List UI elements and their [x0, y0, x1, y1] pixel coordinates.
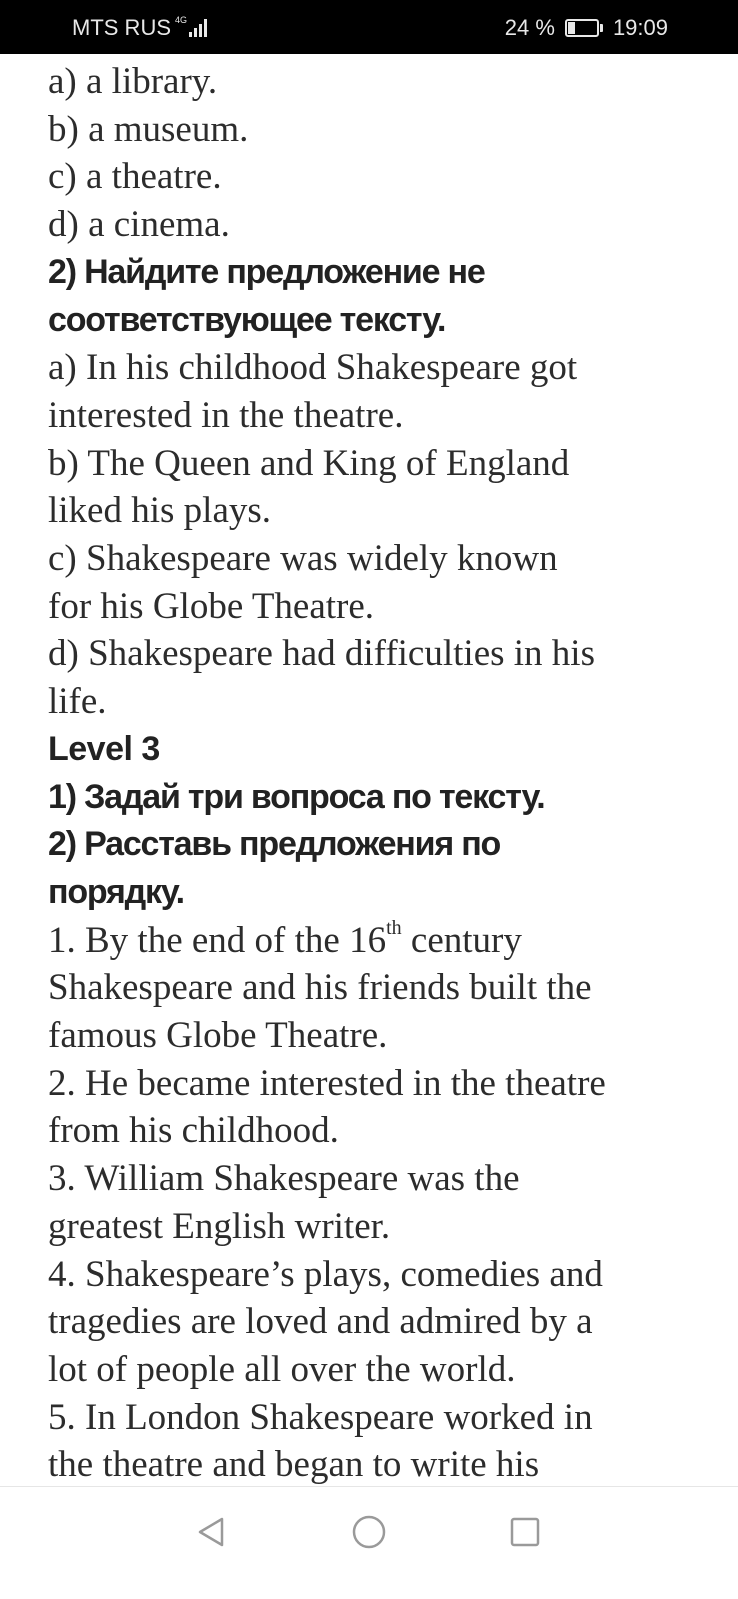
recents-square-icon [508, 1515, 542, 1549]
back-button[interactable] [186, 1507, 236, 1557]
sentence-1-first-line [48, 917, 728, 965]
sentence-line: Shakespeare and his friends built the [48, 967, 592, 1009]
recents-button[interactable] [500, 1507, 550, 1557]
sentence-line: tragedies are loved and admired by a [48, 1301, 593, 1343]
level-3-heading: Level 3 [48, 729, 160, 768]
sentence-1-text-b: century [401, 919, 522, 961]
signal-strength-icon [189, 19, 207, 37]
q1-option-d: d) a cinema. [48, 204, 230, 246]
q1-option-c: c) a theatre. [48, 156, 222, 198]
q1-option-a: a) a library. [48, 61, 218, 102]
sentence-line: 4. Shakespeare’s plays, comedies and [48, 1253, 603, 1295]
home-button[interactable] [344, 1507, 394, 1557]
q2-option-line: life. [48, 681, 107, 723]
sentence-line: from his childhood. [48, 1110, 339, 1152]
status-right [505, 15, 668, 41]
document-text [48, 58, 728, 1489]
task-2-line-1: 2) Расставь предложения по [48, 825, 501, 864]
navigation-bar [0, 1486, 738, 1599]
q1-option-b: b) a museum. [48, 108, 249, 150]
q2-option-line: a) In his childhood Shakespeare got [48, 347, 578, 389]
q2-option-line: b) The Queen and King of England [48, 442, 570, 484]
q2-option-line: liked his plays. [48, 490, 272, 532]
battery-icon [565, 19, 603, 37]
sentence-line: 5. In London Shakespeare worked in [48, 1396, 593, 1438]
carrier-name: MTS RUS [72, 15, 171, 40]
back-triangle-icon [194, 1515, 228, 1549]
q2-option-line: c) Shakespeare was widely known [48, 538, 558, 580]
sentence-line: greatest English writer. [48, 1205, 391, 1247]
q2-option-line: for his Globe Theatre. [48, 585, 375, 627]
q2-title-line-1: 2) Найдите предложение не [48, 252, 485, 291]
sentence-line: famous Globe Theatre. [48, 1015, 388, 1057]
task-2-line-2: порядку. [48, 872, 184, 911]
ordinal-suffix: th [386, 917, 402, 940]
sentence-line: 2. He became interested in the theatre [48, 1062, 606, 1104]
status-left [72, 15, 207, 41]
sentence-1-text-a: 1. By the end of the 16 [48, 919, 387, 961]
clock-time: 19:09 [612, 15, 668, 40]
battery-percent: 24 % [504, 15, 555, 40]
status-bar [0, 0, 738, 54]
home-circle-icon [350, 1513, 388, 1551]
sentence-line: lot of people all over the world. [48, 1348, 516, 1390]
network-type-badge: 4G [175, 14, 188, 25]
task-1: 1) Задай три вопроса по тексту. [48, 777, 545, 816]
q2-option-line: interested in the theatre. [48, 394, 404, 436]
sentence-line: the theatre and began to write his [48, 1444, 540, 1486]
q2-title-line-2: соответствующее тексту. [48, 300, 446, 339]
sentence-line: 3. William Shakespeare was the [48, 1158, 520, 1200]
q2-option-line: d) Shakespeare had difficulties in his [48, 633, 595, 675]
